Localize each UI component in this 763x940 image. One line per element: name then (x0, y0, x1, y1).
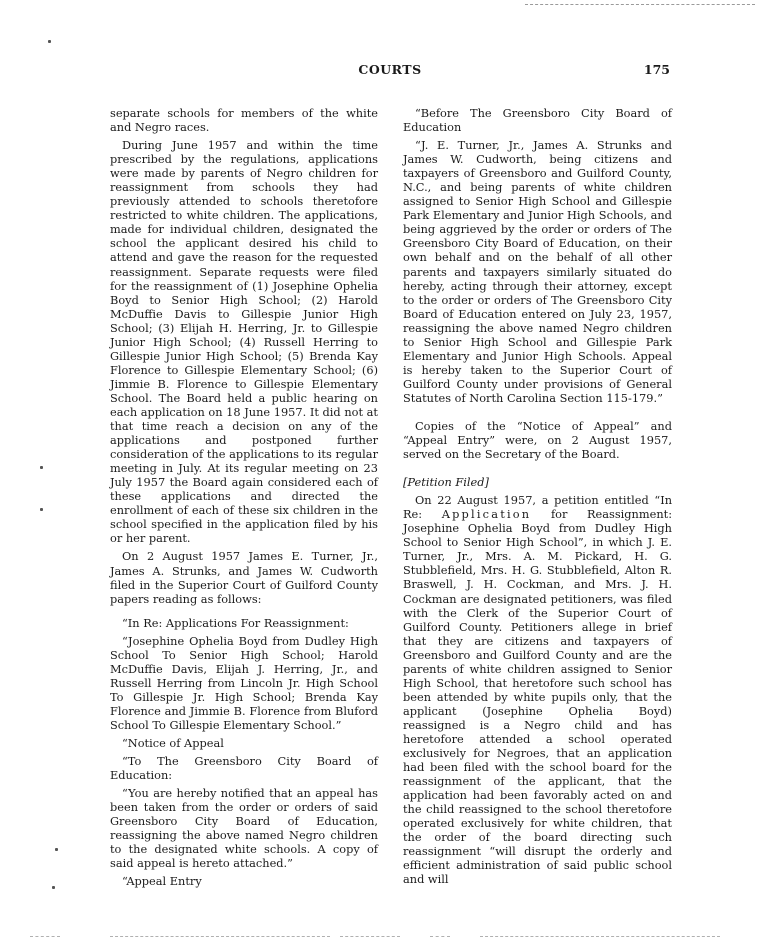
paragraph: Copies of the “Notice of Appeal” and “Appeal Entry” were, on 2 August 1957, served on the Secretary of the Board. (403, 418, 672, 462)
quoted-paragraph: “J. E. Turner, Jr., James A. Strunks and James W. Cudworth, being citizens and taxpayers of Greensboro and Guilford County, N.C., and being parents of white children assigned to Senior High School and Gillespie Park Elementary and Junior High Schools, and being aggrieved by the order or orders of The Greensboro City Board of Education, on their own behalf and on the behalf of all other parents and taxpayers similarly situated do hereby, acting through their attorney, except to the order or orders of The Greensboro City Board of Education entered on July 23, 1957, reassigning the above named Negro children to Senior High School and Gillespie Park Elementary and Junior High Schools. Appeal is hereby taken to the Superior Court of Guilford County under provisions of General Statutes of North Carolina Section 115-179.” (403, 138, 672, 405)
running-header-title: COURTS (358, 62, 422, 77)
quoted-heading: “Before The Greensboro City Board of Education (403, 106, 672, 135)
scan-speck (40, 466, 43, 469)
quoted-paragraph: “You are hereby notified that an appeal has been taken from the order or orders of said Greensboro City Board of Education, reassigning the above named Negro children to the designated white schools. A copy of said appeal is hereto attached.” (110, 786, 378, 871)
paragraph-rest: for Reassignment: Josephine Ophelia Boyd from Dudley High School to Senior High School”, in which J. E. Turner, Jr., Mrs. A. M. Pickard, H. G. Stubblefield, Mrs. H. G. Stubblefield, Alton R. Braswell, J. H. Cockman, and Mrs. J. H. Cockman are designated petitioners, was filed with the Clerk of the Superior Court of Guilford County. Petitioners allege in brief that they are citizens and taxpayers of Greensboro and Guilford County and are the parents of white children assigned to Senior High School, that heretofore such school has been attended by white pupils only, that the applicant (Josephine Ophelia Boyd) reassigned is a Negro child and has heretofore attended a school operated exclusively for Negroes, that an application had been filed with the school board for the reassignment of the applicant, that the application had been favorably acted on and the child reassigned to the school theretofore operated exclusively for white children, that the order of the board directing such reassignment “will disrupt the orderly and efficient administration of said public school and will (403, 507, 673, 887)
paragraph (403, 493, 672, 886)
section-heading: [Petition Filed] (403, 475, 489, 490)
scan-speck (55, 848, 58, 851)
paragraph-lead: On 22 August 1957, a petition entitled “In Re: (403, 493, 672, 522)
scan-edge-bottom (480, 936, 720, 937)
scan-edge-bottom (30, 936, 60, 937)
paragraph: On 2 August 1957 James E. Turner, Jr., James A. Strunks, and James W. Cudworth filed in the Superior Court of Guilford County papers reading as follows: (110, 549, 378, 606)
quoted-paragraph: “Josephine Ophelia Boyd from Dudley High School To Senior High School; Harold McDuffie Davis, Elijah J. Herring, Jr., and Russell Herring from Lincoln Jr. High School To Gillespie Jr. High School; Brenda Kay Florence and Jimmie B. Florence from Bluford School To Gillespie Elementary School.” (110, 633, 378, 732)
page-number: 175 (643, 62, 670, 77)
scan-speck (40, 508, 43, 511)
quoted-caption: “In Re: Applications For Reassignment: (122, 615, 349, 630)
scan-edge-top (525, 4, 755, 5)
paragraph: During June 1957 and within the time prescribed by the regulations, applications were made by parents of Negro children for reassignment from schools they had previously attended to schools theretofore restricted to white children. The applications, made for individual children, designated the school the applicant desired his child to attend and gave the reason for the requested reassignment. Separate requests were filed for the reassignment of (1) Josephine Ophelia Boyd to Senior High School; (2) Harold McDuffie Davis to Gillespie Junior High School; (3) Elijah H. Herring, Jr. to Gillespie Junior High School; (4) Russell Herring to Gillespie Junior High School; (5) Brenda Kay Florence to Gillespie Elementary School; (6) Jimmie B. Florence to Gillespie Elementary School. The Board held a public hearing on each application on 18 June 1957. It did not at that time reach a decision on any of the applications and postponed further consideration of the applications to its regular meeting in July. At its regular meeting on 23 July 1957 the Board again considered each of these applications and directed the enrollment of each of these six children in the school specified in the application filed by his or her parent. (110, 138, 378, 546)
quoted-paragraph: “To The Greensboro City Board of Education: (110, 754, 378, 783)
left-column (110, 106, 378, 888)
right-column (403, 106, 672, 886)
quoted-heading: “Appeal Entry (122, 874, 202, 889)
scan-speck (52, 886, 55, 889)
scan-speck (48, 40, 51, 43)
scan-edge-bottom (110, 936, 330, 937)
spaced-word: Application (441, 507, 532, 522)
scan-edge-bottom (340, 936, 400, 937)
scan-edge-bottom (430, 936, 450, 937)
paragraph: separate schools for members of the white and Negro races. (110, 106, 378, 135)
quoted-heading: “Notice of Appeal (122, 736, 224, 751)
